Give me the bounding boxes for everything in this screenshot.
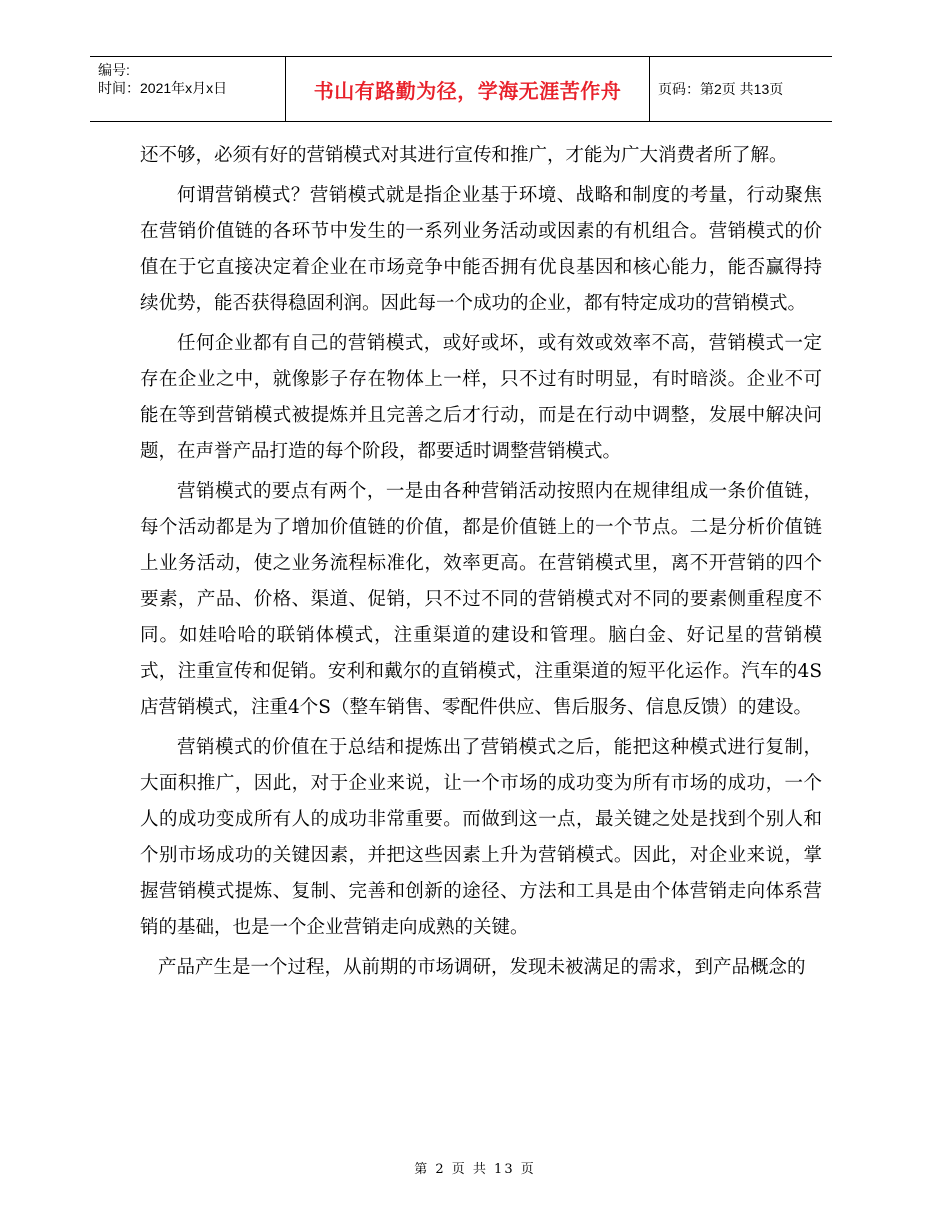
body-text	[140, 138, 822, 990]
paragraph-continuation: 还不够，必须有好的营销模式对其进行宣传和推广，才能为广大消费者所了解。	[140, 145, 788, 166]
paragraph: 何谓营销模式？营销模式就是指企业基于环境、战略和制度的考量，行动聚焦在营销价值链的各环节中发生的一系列业务活动或因素的有机组合。营销模式的价值在于它直接决定着企业在市场竞争中能否拥有优良基因和核心能力，能否赢得持续优势，能否获得稳固利润。因此每一个成功的企业，都有特定成功的营销模式。	[140, 185, 822, 314]
header-motto-cell	[286, 57, 650, 121]
paragraph: 营销模式的价值在于总结和提炼出了营销模式之后，能把这种模式进行复制，大面积推广，因此，对于企业来说，让一个市场的成功变为所有市场的成功，一个人的成功变成所有人的成功非常重要。而做到这一点，最关键之处是找到个别人和个别市场成功的关键因素，并把这些因素上升为营销模式。因此，对企业来说，掌握营销模式提炼、复制、完善和创新的途径、方法和工具是由个体营销走向体系营销的基础，也是一个企业营销走向成熟的关键。	[140, 737, 822, 938]
paragraph: 任何企业都有自己的营销模式，或好或坏，或有效或效率不高，营销模式一定存在企业之中，就像影子存在物体上一样，只不过有时明显，有时暗淡。企业不可能在等到营销模式被提炼并且完善之后才行动，而是在行动中调整，发展中解决问题，在声誉产品打造的每个阶段，都要适时调整营销模式。	[140, 333, 822, 462]
document-time-label: 时间：2021年x月x日	[98, 80, 228, 96]
header-motto: 书山有路勤为径，学海无涯苦作舟	[313, 78, 622, 103]
document-number-label: 编号:	[98, 62, 130, 78]
header-meta	[90, 57, 286, 121]
page-header	[90, 56, 832, 122]
paragraph: 营销模式的要点有两个，一是由各种营销活动按照内在规律组成一条价值链，每个活动都是为了增加价值链的价值，都是价值链上的一个节点。二是分析价值链上业务活动，使之业务流程标准化，效率更高。在营销模式里，离不开营销的四个要素，产品、价格、渠道、促销，只不过不同的营销模式对不同的要素侧重程度不同。如娃哈哈的联销体模式，注重渠道的建设和管理。脑白金、好记星的营销模式，注重宣传和促销。安利和戴尔的直销模式，注重渠道的短平化运作。汽车的4S店营销模式，注重4个S（整车销售、零配件供应、售后服务、信息反馈）的建设。	[140, 481, 822, 718]
paragraph: 产品产生是一个过程，从前期的市场调研，发现未被满足的需求，到产品概念的	[158, 957, 806, 978]
page-footer: 第 2 页 共 13 页	[414, 1162, 536, 1177]
header-page-info: 页码：第2页 共13页	[658, 81, 784, 97]
